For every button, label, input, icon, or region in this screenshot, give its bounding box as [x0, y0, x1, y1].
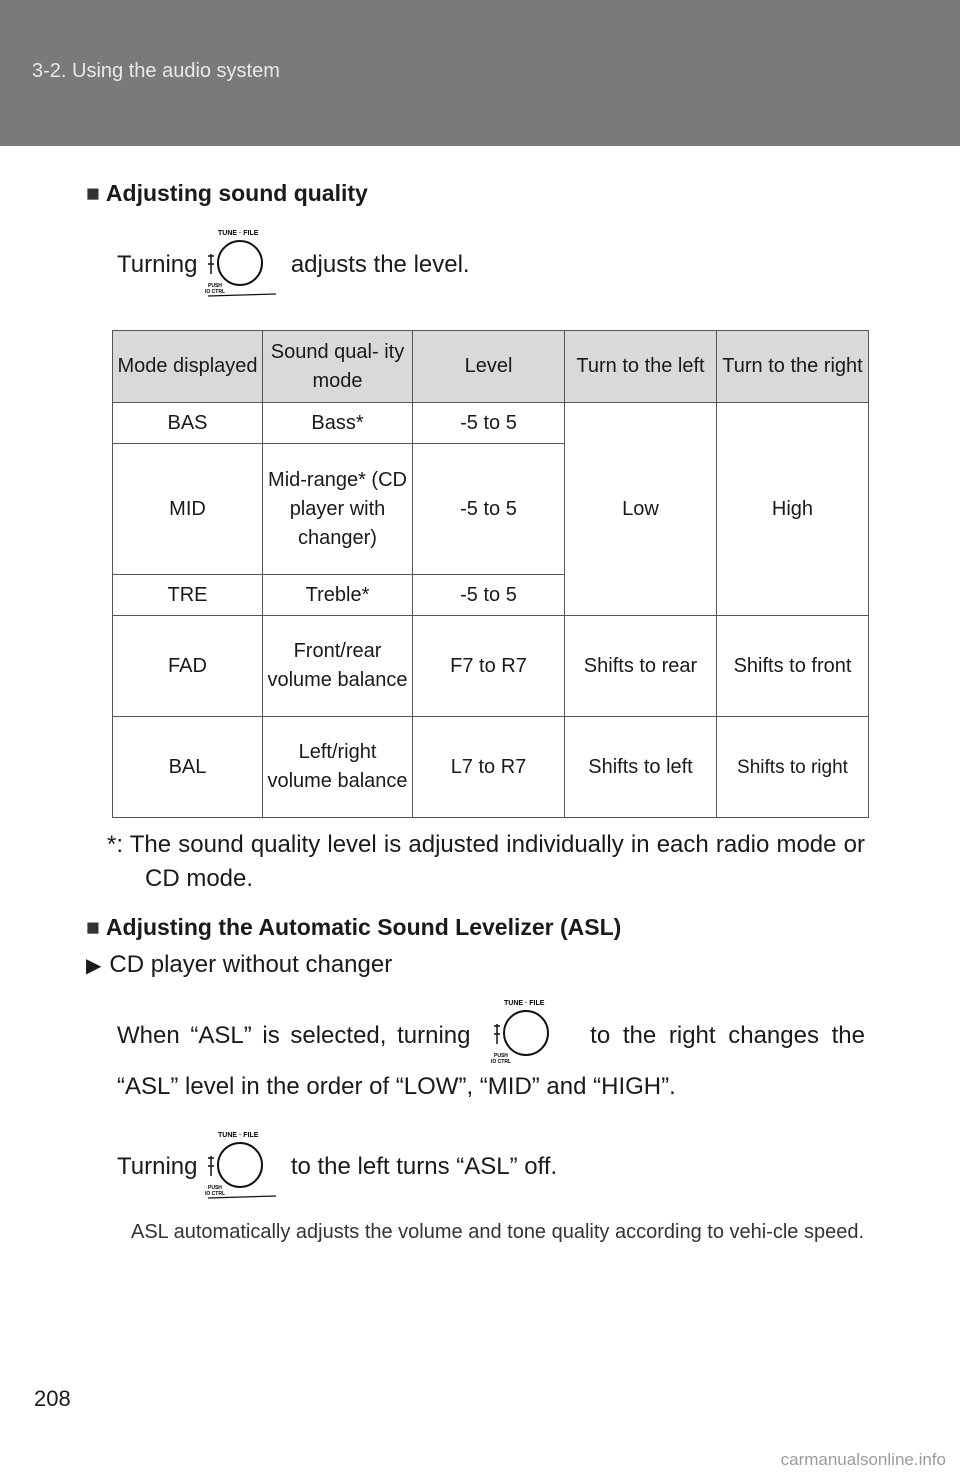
- cell-turn-left: Shifts to left: [565, 717, 717, 818]
- cell-quality: Mid-range* (CD player with changer): [263, 444, 413, 575]
- cell-quality: Left/right volume balance: [263, 717, 413, 818]
- cell-level: F7 to R7: [413, 616, 565, 717]
- table-header-row: [113, 331, 869, 403]
- watermark: carmanualsonline.info: [780, 1450, 946, 1469]
- footnote-text: The sound quality level is adjusted individually in each radio mode or CD mode.: [129, 831, 865, 892]
- page-number: 208: [34, 1386, 71, 1411]
- heading-text: Adjusting sound quality: [105, 180, 368, 206]
- adjusts-level-text: adjusts the level.: [290, 250, 470, 278]
- header-turn-right: Turn to the right: [717, 331, 869, 403]
- svg-text:TUNE · FILE: TUNE · FILE: [218, 230, 259, 237]
- when-text: When “ASL” is selected, turning: [117, 1021, 471, 1049]
- heading-adjusting-sound-quality: [86, 180, 368, 207]
- cell-turn-right: Shifts to front: [717, 616, 869, 717]
- cell-level: -5 to 5: [413, 403, 565, 444]
- cell-quality: Front/rear volume balance: [263, 616, 413, 717]
- turning-text: Turning: [117, 250, 198, 278]
- svg-text:IO CTRL: IO CTRL: [491, 1059, 512, 1065]
- cell-mode: BAL: [113, 717, 263, 818]
- asl-instruction-line2: “ASL” level in the order of “LOW”, “MID” and “HIGH”.: [117, 1073, 676, 1100]
- list-item-cd-player: [86, 951, 392, 979]
- square-bullet-icon: ■: [86, 914, 100, 940]
- cell-turn-left: Shifts to rear: [565, 616, 717, 717]
- header-sound-quality-mode: Sound qual- ity mode: [263, 331, 413, 403]
- asl-off-instruction: [117, 1128, 557, 1207]
- svg-text:PUSH: PUSH: [208, 1185, 223, 1191]
- svg-text:PUSH: PUSH: [494, 1053, 509, 1059]
- cell-quality: Bass*: [263, 403, 413, 444]
- heading-asl: [86, 914, 621, 941]
- cell-level: -5 to 5: [413, 575, 565, 616]
- footnote-body: [107, 828, 865, 896]
- page-header: [0, 0, 960, 146]
- table-row: [113, 403, 869, 444]
- table-footnote: [107, 828, 865, 896]
- tune-knob-icon: [204, 1128, 284, 1207]
- header-mode-displayed: Mode displayed: [113, 331, 263, 403]
- cell-mode: BAS: [113, 403, 263, 444]
- cell-level: L7 to R7: [413, 717, 565, 818]
- asl-note: ASL automatically adjusts the volume and tone quality according to vehi-cle speed.: [131, 1221, 865, 1243]
- table-row: [113, 616, 869, 717]
- svg-text:TUNE · FILE: TUNE · FILE: [218, 1132, 259, 1139]
- cell-quality: Treble*: [263, 575, 413, 616]
- turning-text: Turning: [117, 1152, 198, 1180]
- svg-text:IO CTRL: IO CTRL: [205, 289, 226, 295]
- table-row: [113, 717, 869, 818]
- header-turn-left: Turn to the left: [565, 331, 717, 403]
- list-item-label: CD player without changer: [109, 951, 393, 978]
- sound-quality-table: [112, 330, 869, 818]
- svg-text:IO CTRL: IO CTRL: [205, 1191, 226, 1197]
- svg-text:TUNE · FILE: TUNE · FILE: [504, 1000, 545, 1007]
- left-turns-off-text: to the left turns “ASL” off.: [290, 1152, 558, 1180]
- cell-turn-right: Shifts to right: [717, 717, 869, 818]
- cell-mode: TRE: [113, 575, 263, 616]
- cell-mode: MID: [113, 444, 263, 575]
- header-level: Level: [413, 331, 565, 403]
- turning-instruction: [117, 226, 470, 305]
- tune-knob-icon: [204, 226, 284, 305]
- cell-turn-right-merged: High: [717, 403, 869, 616]
- square-bullet-icon: ■: [86, 180, 100, 206]
- triangle-arrow-icon: ▶: [86, 955, 102, 977]
- section-title: 3-2. Using the audio system: [32, 60, 280, 82]
- cell-mode: FAD: [113, 616, 263, 717]
- tune-knob-icon: [490, 996, 570, 1075]
- heading-text: Adjusting the Automatic Sound Levelizer (ASL): [105, 914, 622, 940]
- cell-level: -5 to 5: [413, 444, 565, 575]
- right-changes-text: to the right changes the: [590, 1021, 865, 1049]
- footnote-marker: *:: [107, 831, 124, 858]
- asl-instruction-line1: [117, 996, 865, 1075]
- svg-text:PUSH: PUSH: [208, 283, 223, 289]
- cell-turn-left-merged: Low: [565, 403, 717, 616]
